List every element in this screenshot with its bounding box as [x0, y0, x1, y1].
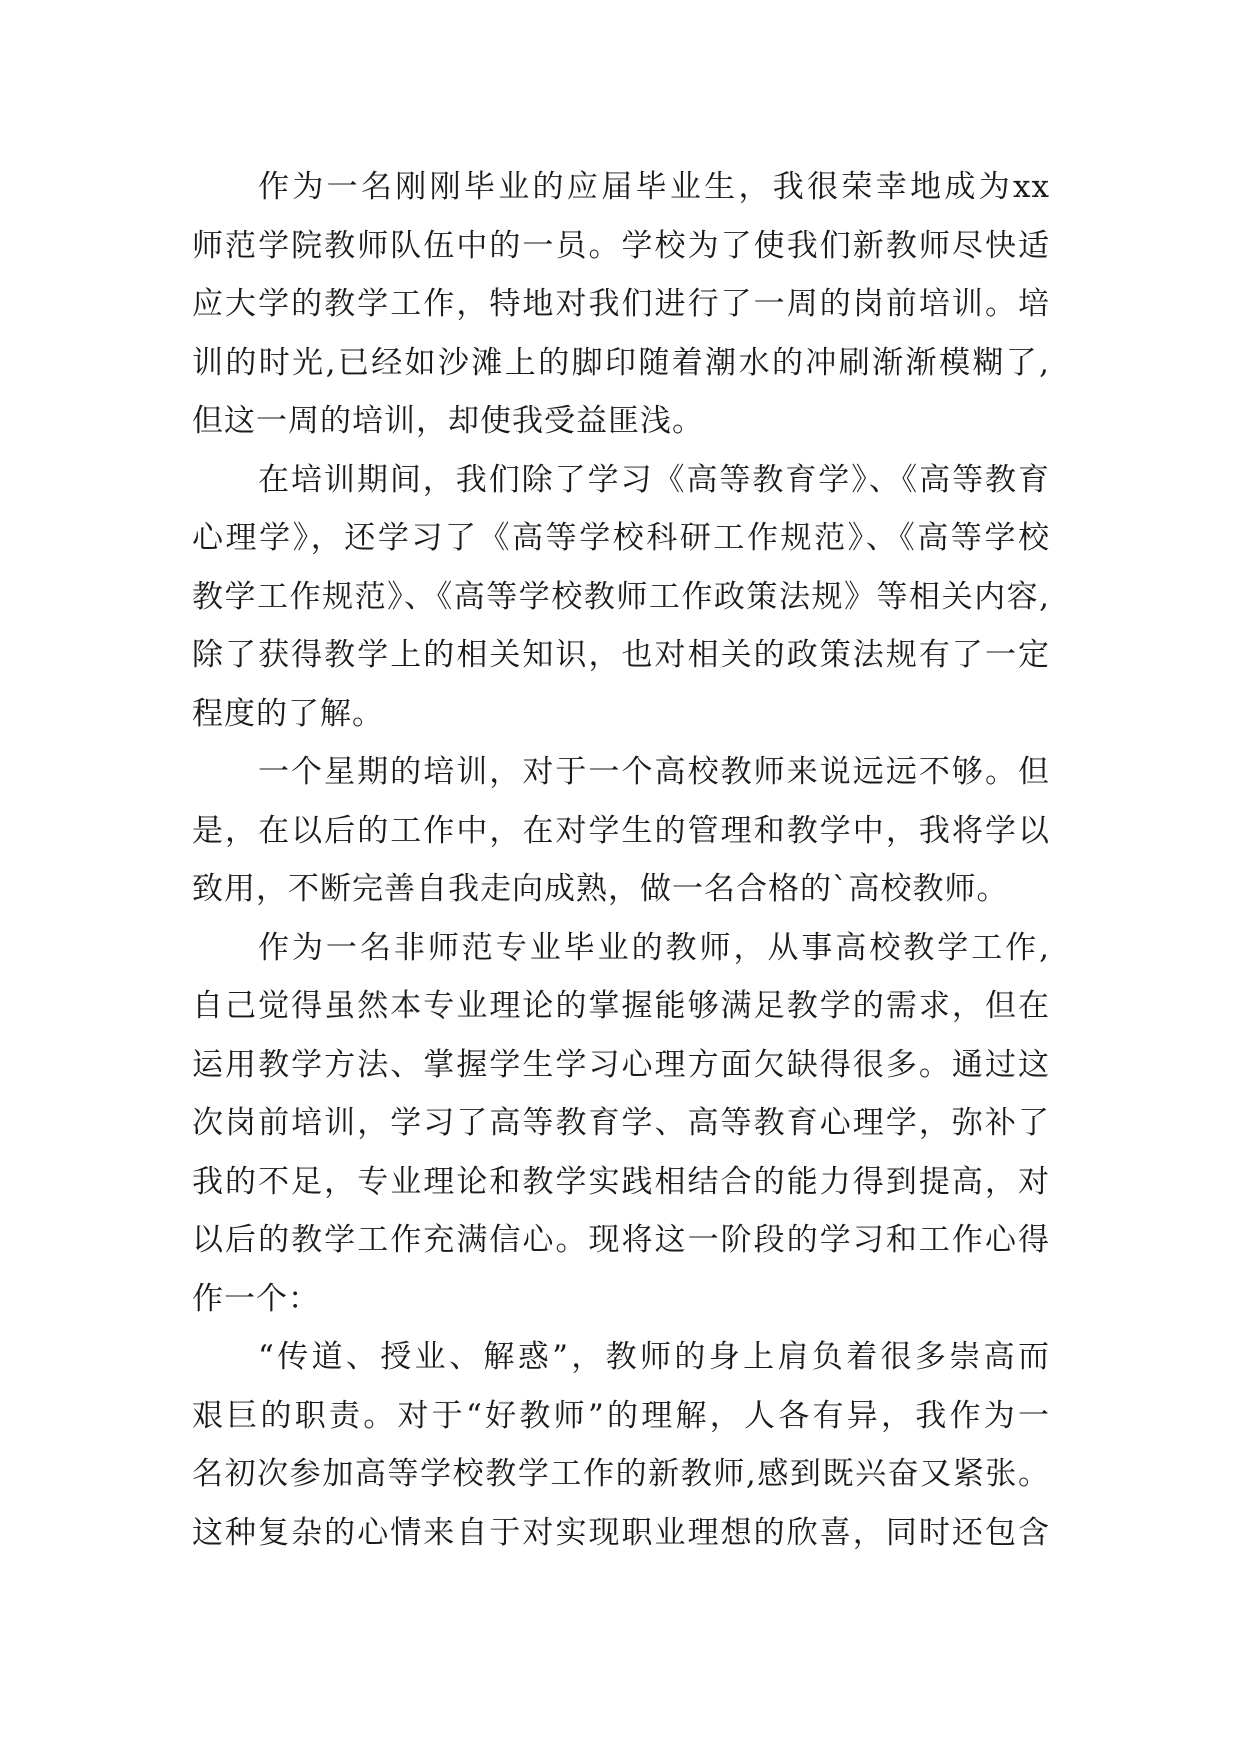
paragraph-3	[192, 743, 1050, 919]
paragraph-2	[192, 451, 1050, 744]
document-body	[192, 158, 1050, 1562]
text-line: 运用教学方法、掌握学生学习心理方面欠缺得很多。通过这	[192, 1046, 1050, 1083]
text-line: 一个星期的培训，对于一个高校教师来说远远不够。但	[258, 754, 1050, 790]
text-line: 作一个：	[192, 1280, 320, 1317]
text-line: 作为一名非师范专业毕业的教师，从事高校教学工作,	[258, 929, 1050, 966]
text-line: 教学工作规范》、《高等学校教师工作政策法规》等相关内容,	[192, 578, 1050, 615]
text-line: 程度的了解。	[192, 695, 384, 732]
text-line: 心理学》，还学习了《高等学校科研工作规范》、《高等学校	[192, 520, 1050, 556]
paragraph-1	[192, 158, 1050, 451]
text-line: 但这一周的培训，却使我受益匪浅。	[192, 403, 704, 439]
text-line: 师范学院教师队伍中的一员。学校为了使我们新教师尽快适	[192, 227, 1050, 264]
text-line: 自己觉得虽然本专业理论的掌握能够满足教学的需求，但在	[192, 988, 1050, 1024]
text-line: 以后的教学工作充满信心。现将这一阶段的学习和工作心得	[192, 1222, 1050, 1258]
text-line: “传道、授业、解惑”，教师的身上肩负着很多崇高而	[258, 1339, 1050, 1375]
text-line: 作为一名刚刚毕业的应届毕业生，我很荣幸地成为xx	[258, 169, 1050, 205]
text-line: 艰巨的职责。对于“好教师”的理解，人各有异，我作为一	[192, 1397, 1050, 1434]
text-line: 在培训期间，我们除了学习《高等教育学》、《高等教育	[258, 461, 1050, 498]
text-line: 应大学的教学工作，特地对我们进行了一周的岗前培训。培	[192, 286, 1050, 322]
text-line: 这种复杂的心情来自于对实现职业理想的欣喜，同时还包含	[192, 1514, 1050, 1551]
text-line: 除了获得教学上的相关知识，也对相关的政策法规有了一定	[192, 637, 1050, 673]
text-line: 训的时光,已经如沙滩上的脚印随着潮水的冲刷渐渐模糊了,	[192, 344, 1050, 381]
text-line: 致用，不断完善自我走向成熟，做一名合格的`高校教师。	[192, 871, 1009, 907]
paragraph-5	[192, 1328, 1050, 1562]
text-line: 我的不足，专业理论和教学实践相结合的能力得到提高，对	[192, 1163, 1050, 1200]
text-line: 次岗前培训，学习了高等教育学、高等教育心理学，弥补了	[192, 1105, 1050, 1141]
text-line: 是，在以后的工作中，在对学生的管理和教学中，我将学以	[192, 812, 1050, 849]
text-line: 名初次参加高等学校教学工作的新教师,感到既兴奋又紧张。	[192, 1456, 1050, 1492]
paragraph-4	[192, 919, 1050, 1329]
